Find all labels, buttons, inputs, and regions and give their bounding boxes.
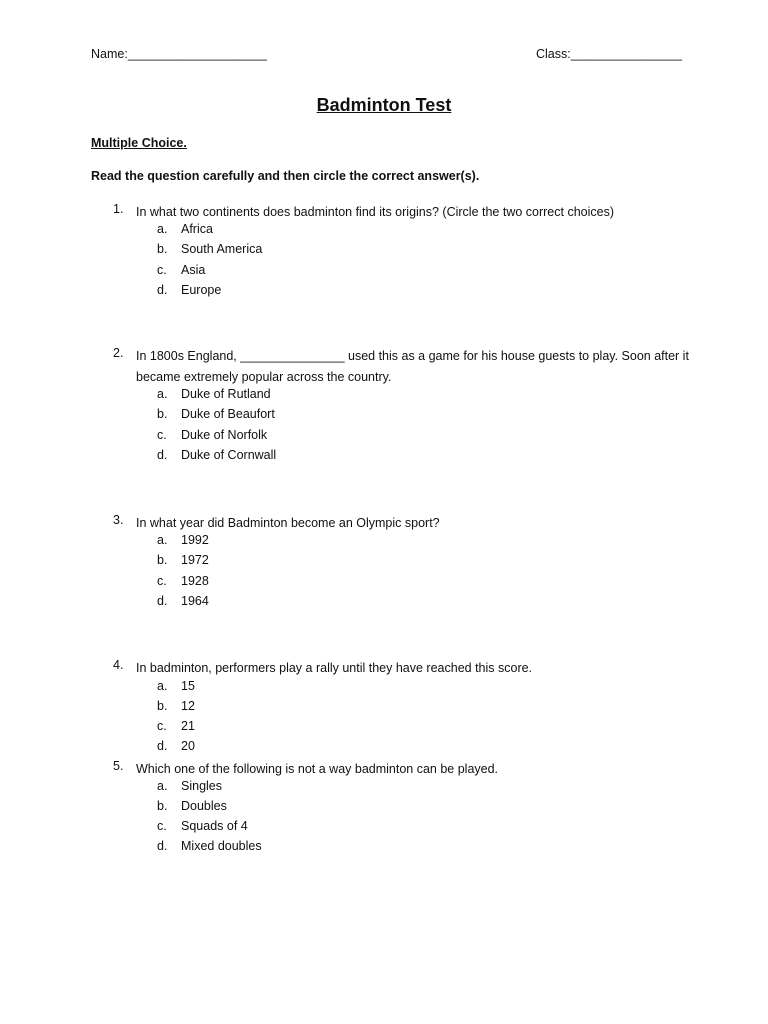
option-letter: a. <box>157 533 168 547</box>
question-number: 1. <box>113 202 124 216</box>
option-letter: c. <box>157 719 167 733</box>
option-text: Singles <box>181 779 222 793</box>
question-text: In what year did Badminton become an Olympic sport? <box>136 516 440 530</box>
option-letter: b. <box>157 553 168 567</box>
option-text: 21 <box>181 719 195 733</box>
option-text: Duke of Norfolk <box>181 428 268 442</box>
option-text: Squads of 4 <box>181 819 248 833</box>
option-letter: d. <box>157 839 168 853</box>
option-letter: c. <box>157 574 167 588</box>
question-text: In what two continents does badminton find its origins? (Circle the two correct choices) <box>136 205 615 219</box>
option-text: Mixed doubles <box>181 839 262 853</box>
option-letter: a. <box>157 222 168 236</box>
option-letter: d. <box>157 594 168 608</box>
section-heading: Multiple Choice. <box>91 136 187 150</box>
question-number: 3. <box>113 513 124 527</box>
option-text: South America <box>181 242 263 256</box>
question-text: Which one of the following is not a way badminton can be played. <box>136 762 499 776</box>
class-field-label: Class:________________ <box>536 47 682 61</box>
question-text: In 1800s England, _______________ used this as a game for his house guests to play. Soon after it became extremely popular across the country. <box>136 349 689 384</box>
instructions: Read the question carefully and then circle the correct answer(s). <box>91 169 480 183</box>
option-letter: c. <box>157 428 167 442</box>
option-letter: c. <box>157 819 167 833</box>
option-letter: a. <box>157 679 168 693</box>
option-text: Duke of Beaufort <box>181 407 275 421</box>
option-letter: d. <box>157 283 168 297</box>
option-text: 12 <box>181 699 195 713</box>
page-title: Badminton Test <box>316 95 452 115</box>
option-text: Duke of Cornwall <box>181 448 277 462</box>
option-letter: a. <box>157 779 168 793</box>
option-letter: c. <box>157 263 167 277</box>
option-text: Doubles <box>181 799 227 813</box>
option-text: Duke of Rutland <box>181 387 271 401</box>
option-letter: d. <box>157 739 168 753</box>
option-text: 15 <box>181 679 195 693</box>
option-text: 1928 <box>181 574 209 588</box>
option-letter: b. <box>157 407 168 421</box>
option-text: 1972 <box>181 553 209 567</box>
option-letter: a. <box>157 387 168 401</box>
option-text: 1992 <box>181 533 209 547</box>
option-text: Asia <box>181 263 206 277</box>
option-text: 20 <box>181 739 195 753</box>
question-number: 5. <box>113 759 124 773</box>
question-text: In badminton, performers play a rally until they have reached this score. <box>136 661 533 675</box>
question-number: 4. <box>113 658 124 672</box>
name-field-label: Name:____________________ <box>91 47 267 61</box>
option-text: Europe <box>181 283 222 297</box>
question-number: 2. <box>113 346 124 360</box>
option-letter: d. <box>157 448 168 462</box>
option-letter: b. <box>157 799 168 813</box>
option-text: Africa <box>181 222 213 236</box>
option-text: 1964 <box>181 594 209 608</box>
option-letter: b. <box>157 699 168 713</box>
option-letter: b. <box>157 242 168 256</box>
